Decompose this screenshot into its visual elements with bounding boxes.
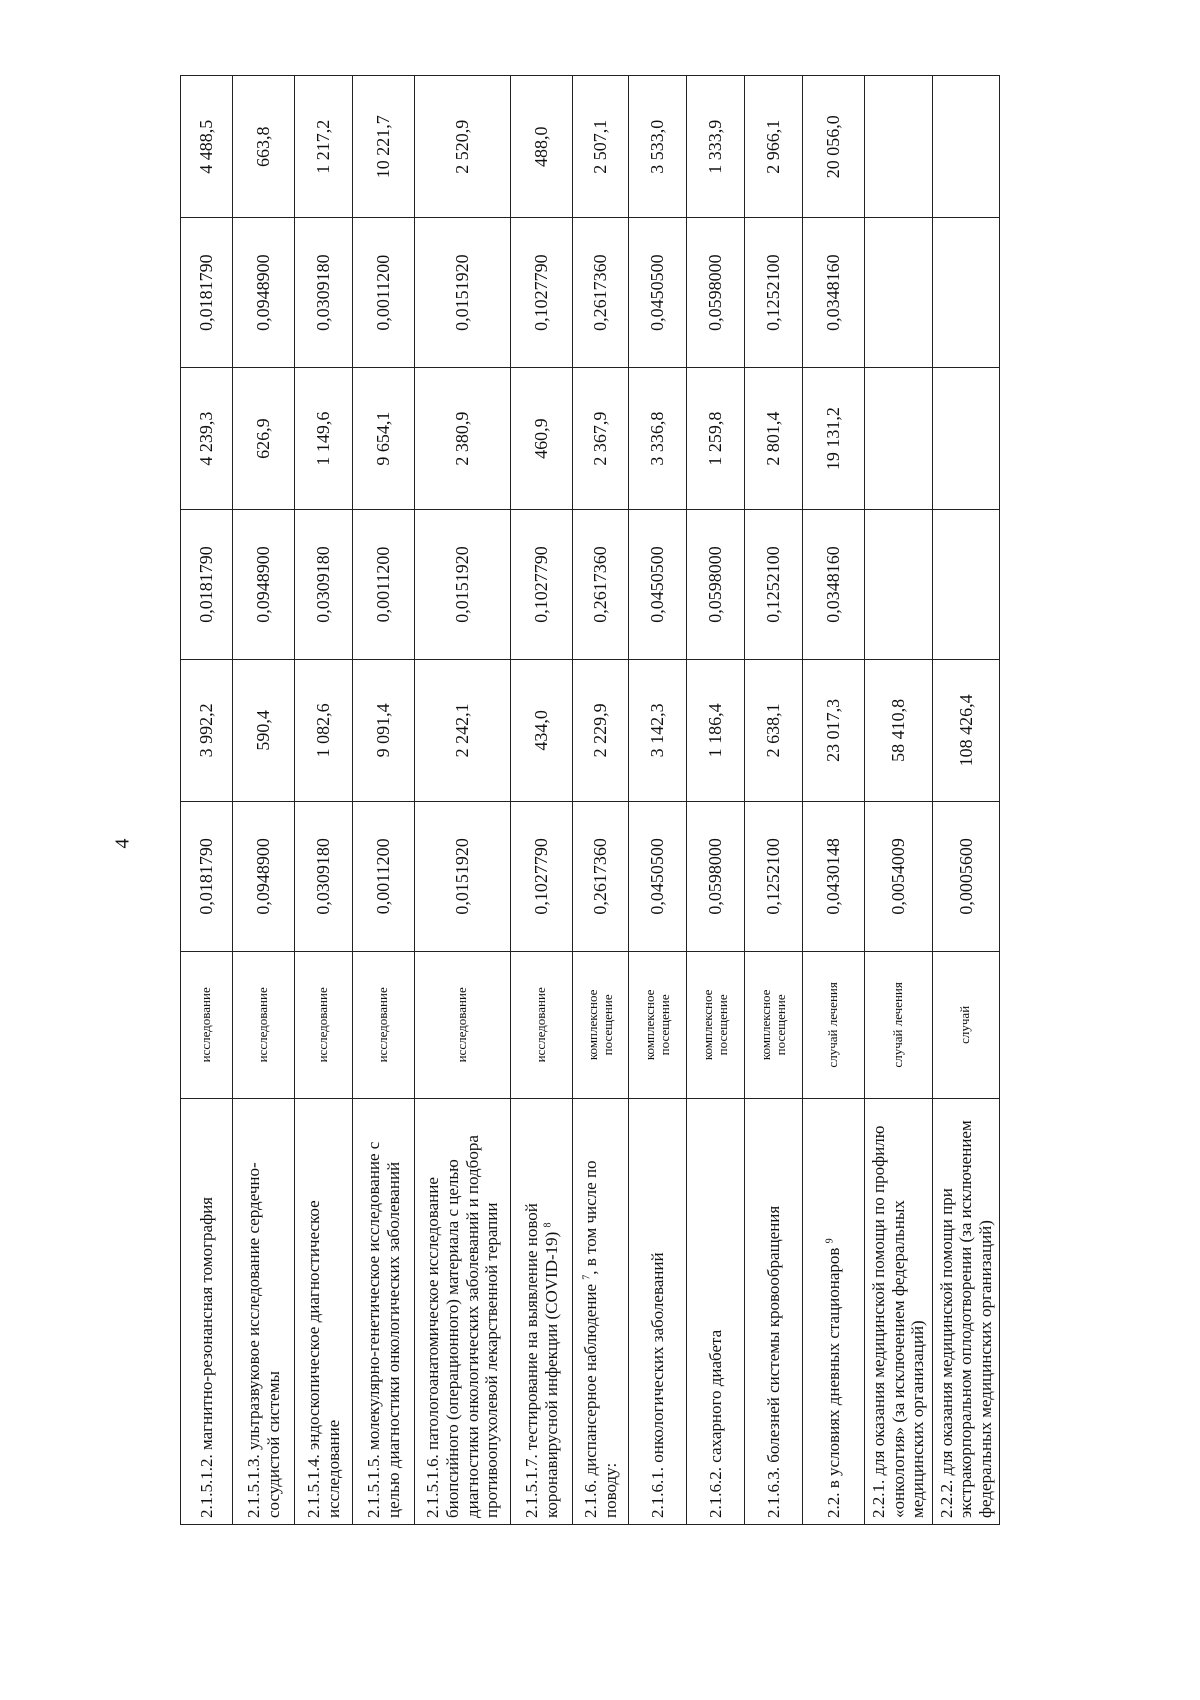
- volume-norm-cell: 0,0598000: [687, 802, 745, 952]
- volume-norm-cell: [932, 510, 1000, 660]
- volume-norm-cell: 0,0348160: [803, 218, 865, 368]
- table-row: [295, 76, 353, 1525]
- unit-cell: комплексное посещение: [573, 951, 629, 1098]
- unit-cell: комплексное посещение: [629, 951, 687, 1098]
- cost-norm-cell: 3 336,8: [629, 367, 687, 509]
- cost-norm-cell: 23 017,3: [803, 659, 865, 801]
- row-label: 2.1.5.1.4. эндоскопическое диагностическое исследование: [295, 1099, 353, 1525]
- unit-cell: исследование: [181, 951, 233, 1098]
- table-row: [865, 76, 933, 1525]
- volume-norm-cell: 0,0151920: [415, 218, 511, 368]
- unit-cell: случай: [932, 951, 1000, 1098]
- cost-norm-cell: 1 082,6: [295, 659, 353, 801]
- table-row: [629, 76, 687, 1525]
- row-label: 2.1.5.1.3. ультразвуковое исследование сердечно-сосудистой системы: [233, 1099, 295, 1525]
- volume-norm-cell: 0,1027790: [511, 802, 573, 952]
- volume-norm-cell: 0,0598000: [687, 218, 745, 368]
- volume-norm-cell: 0,2617360: [573, 218, 629, 368]
- row-label: 2.1.5.1.2. магнитно-резонансная томография: [181, 1099, 233, 1525]
- cost-norm-cell: 590,4: [233, 659, 295, 801]
- unit-cell: случай лечения: [803, 951, 865, 1098]
- footnote-mark: 7: [581, 1274, 593, 1280]
- cost-norm-cell: 2 638,1: [745, 659, 803, 801]
- row-label: 2.1.5.1.5. молекулярно-генетическое исследование с целью диагностики онкологических заболеваний: [353, 1099, 415, 1525]
- volume-norm-cell: 0,0011200: [353, 802, 415, 952]
- cost-norm-cell: 20 056,0: [803, 76, 865, 218]
- table-row: [415, 76, 511, 1525]
- table-row: [511, 76, 573, 1525]
- volume-norm-cell: 0,0450500: [629, 802, 687, 952]
- cost-norm-cell: 3 533,0: [629, 76, 687, 218]
- volume-norm-cell: [865, 510, 933, 660]
- cost-norm-cell: 1 333,9: [687, 76, 745, 218]
- cost-norm-cell: 1 217,2: [295, 76, 353, 218]
- table-row: [353, 76, 415, 1525]
- volume-norm-cell: 0,2617360: [573, 510, 629, 660]
- cost-norm-cell: 3 992,2: [181, 659, 233, 801]
- table-row: [687, 76, 745, 1525]
- volume-norm-cell: 0,1252100: [745, 218, 803, 368]
- row-label: 2.2. в условиях дневных стационаров $^9$: [803, 1099, 865, 1525]
- volume-norm-cell: 0,0948900: [233, 218, 295, 368]
- cost-norm-cell: 663,8: [233, 76, 295, 218]
- volume-norm-cell: 0,0450500: [629, 510, 687, 660]
- unit-cell: исследование: [233, 951, 295, 1098]
- table-row: [803, 76, 865, 1525]
- cost-norm-cell: 2 520,9: [415, 76, 511, 218]
- cost-norm-cell: 460,9: [511, 367, 573, 509]
- volume-norm-cell: 0,0450500: [629, 218, 687, 368]
- cost-norm-cell: 434,0: [511, 659, 573, 801]
- table-row: [573, 76, 629, 1525]
- cost-norm-cell: [932, 76, 1000, 218]
- volume-norm-cell: 0,0598000: [687, 510, 745, 660]
- rotated-table-wrapper: [180, 75, 1060, 1525]
- cost-norm-cell: 9 091,4: [353, 659, 415, 801]
- cost-norm-cell: 2 242,1: [415, 659, 511, 801]
- row-label: 2.1.6.1. онкологических заболеваний: [629, 1099, 687, 1525]
- cost-norm-cell: [932, 367, 1000, 509]
- unit-cell: комплексное посещение: [687, 951, 745, 1098]
- volume-norm-cell: 0,2617360: [573, 802, 629, 952]
- norms-table: [180, 75, 1000, 1525]
- cost-norm-cell: 3 142,3: [629, 659, 687, 801]
- volume-norm-cell: 0,0309180: [295, 802, 353, 952]
- cost-norm-cell: 2 367,9: [573, 367, 629, 509]
- unit-cell: случай лечения: [865, 951, 933, 1098]
- table-body: [181, 76, 1000, 1525]
- volume-norm-cell: [865, 218, 933, 368]
- row-label: 2.1.6.3. болезней системы кровообращения: [745, 1099, 803, 1525]
- cost-norm-cell: 2 380,9: [415, 367, 511, 509]
- cost-norm-cell: 10 221,7: [353, 76, 415, 218]
- cost-norm-cell: 1 259,8: [687, 367, 745, 509]
- volume-norm-cell: 0,1027790: [511, 218, 573, 368]
- unit-cell: комплексное посещение: [745, 951, 803, 1098]
- volume-norm-cell: 0,1027790: [511, 510, 573, 660]
- volume-norm-cell: 0,0151920: [415, 510, 511, 660]
- cost-norm-cell: 626,9: [233, 367, 295, 509]
- volume-norm-cell: 0,0151920: [415, 802, 511, 952]
- volume-norm-cell: 0,0309180: [295, 510, 353, 660]
- unit-cell: исследование: [415, 951, 511, 1098]
- table-row: [233, 76, 295, 1525]
- cost-norm-cell: 19 131,2: [803, 367, 865, 509]
- unit-cell: исследование: [295, 951, 353, 1098]
- cost-norm-cell: 4 239,3: [181, 367, 233, 509]
- volume-norm-cell: [932, 218, 1000, 368]
- table-row: [745, 76, 803, 1525]
- row-label: 2.1.5.1.7. тестирование на выявление новой коронавирусной инфекции (COVID-19) $^8$: [511, 1099, 573, 1525]
- row-label: 2.2.1. для оказания медицинской помощи по профилю «онкология» (за исключением федеральных медицинских организаций): [865, 1099, 933, 1525]
- unit-cell: исследование: [511, 951, 573, 1098]
- volume-norm-cell: 0,0348160: [803, 510, 865, 660]
- volume-norm-cell: 0,0005600: [932, 802, 1000, 952]
- volume-norm-cell: 0,0948900: [233, 802, 295, 952]
- volume-norm-cell: 0,1252100: [745, 510, 803, 660]
- row-label: 2.2.2. для оказания медицинской помощи при экстракорпоральном оплодотворении (за исключением федеральных медицинских организаций): [932, 1099, 1000, 1525]
- volume-norm-cell: 0,1252100: [745, 802, 803, 952]
- volume-norm-cell: 0,0054009: [865, 802, 933, 952]
- cost-norm-cell: 1 186,4: [687, 659, 745, 801]
- cost-norm-cell: 488,0: [511, 76, 573, 218]
- volume-norm-cell: 0,0181790: [181, 218, 233, 368]
- table-row: [181, 76, 233, 1525]
- cost-norm-cell: 108 426,4: [932, 659, 1000, 801]
- table-row: [932, 76, 1000, 1525]
- cost-norm-cell: 58 410,8: [865, 659, 933, 801]
- page-number: 4: [111, 838, 134, 849]
- cost-norm-cell: 9 654,1: [353, 367, 415, 509]
- volume-norm-cell: 0,0430148: [803, 802, 865, 952]
- volume-norm-cell: 0,0948900: [233, 510, 295, 660]
- cost-norm-cell: 2 966,1: [745, 76, 803, 218]
- cost-norm-cell: 1 149,6: [295, 367, 353, 509]
- volume-norm-cell: 0,0011200: [353, 510, 415, 660]
- row-label: 2.1.6. диспансерное наблюдение $^7$, в том числе по поводу:: [573, 1099, 629, 1525]
- footnote-mark: 8: [541, 1222, 553, 1228]
- row-label: 2.1.5.1.6. патологоанатомическое исследование биопсийного (операционного) материала с целью диагностики онкологических заболеваний и подбора противоопухолевой лекарственной терапии: [415, 1099, 511, 1525]
- volume-norm-cell: 0,0181790: [181, 510, 233, 660]
- footnote-mark: 9: [824, 1238, 836, 1244]
- volume-norm-cell: 0,0309180: [295, 218, 353, 368]
- volume-norm-cell: 0,0181790: [181, 802, 233, 952]
- cost-norm-cell: 2 507,1: [573, 76, 629, 218]
- cost-norm-cell: [865, 76, 933, 218]
- volume-norm-cell: 0,0011200: [353, 218, 415, 368]
- cost-norm-cell: 4 488,5: [181, 76, 233, 218]
- cost-norm-cell: 2 229,9: [573, 659, 629, 801]
- cost-norm-cell: [865, 367, 933, 509]
- row-label: 2.1.6.2. сахарного диабета: [687, 1099, 745, 1525]
- unit-cell: исследование: [353, 951, 415, 1098]
- cost-norm-cell: 2 801,4: [745, 367, 803, 509]
